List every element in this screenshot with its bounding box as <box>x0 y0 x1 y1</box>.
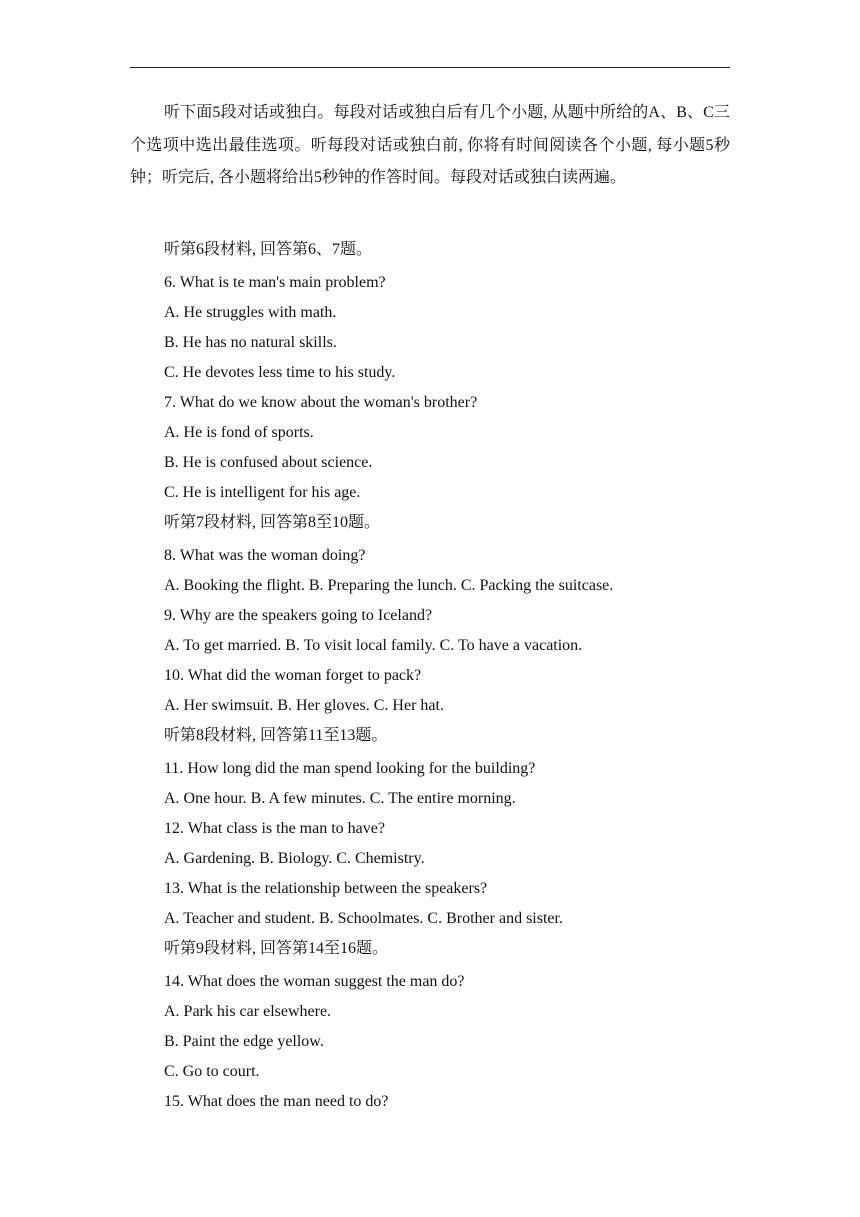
answer-option: A. Park his car elsewhere. <box>164 1003 332 1020</box>
answer-option: A. He struggles with math. <box>164 304 337 321</box>
question: 12. What class is the man to have? <box>164 820 385 837</box>
answer-options: A. Gardening. B. Biology. C. Chemistry. <box>164 850 425 867</box>
header-rule <box>130 67 730 68</box>
section-heading: 听第8段材料, 回答第11至13题。 <box>164 727 388 744</box>
question: 10. What did the woman forget to pack? <box>164 667 422 684</box>
question: 7. What do we know about the woman's brother? <box>164 394 478 411</box>
answer-option: B. Paint the edge yellow. <box>164 1033 324 1050</box>
answer-options: A. Her swimsuit. B. Her gloves. C. Her hat. <box>164 697 444 714</box>
answer-options: A. To get married. B. To visit local family. C. To have a vacation. <box>164 637 583 654</box>
answer-option: B. He has no natural skills. <box>164 334 337 351</box>
answer-option: C. Go to court. <box>164 1063 260 1080</box>
answer-options: A. Teacher and student. B. Schoolmates. C. Brother and sister. <box>164 910 563 927</box>
section-heading: 听第6段材料, 回答第6、7题。 <box>164 241 373 258</box>
question: 14. What does the woman suggest the man do? <box>164 973 465 990</box>
question: 6. What is te man's main problem? <box>164 274 386 291</box>
answer-option: A. He is fond of sports. <box>164 424 314 441</box>
question: 11. How long did the man spend looking for the building? <box>164 760 536 777</box>
answer-options: A. Booking the flight. B. Preparing the lunch. C. Packing the suitcase. <box>164 577 614 594</box>
question: 13. What is the relationship between the speakers? <box>164 880 488 897</box>
answer-option: C. He is intelligent for his age. <box>164 484 361 501</box>
section-heading: 听第9段材料, 回答第14至16题。 <box>164 940 389 957</box>
question: 8. What was the woman doing? <box>164 547 366 564</box>
answer-option: C. He devotes less time to his study. <box>164 364 396 381</box>
section-heading: 听第7段材料, 回答第8至10题。 <box>164 514 381 531</box>
question: 9. Why are the speakers going to Iceland? <box>164 607 433 624</box>
answer-options: A. One hour. B. A few minutes. C. The entire morning. <box>164 790 516 807</box>
instructions-paragraph: 听下面5段对话或独白。每段对话或独白后有几个小题, 从题中所给的A、B、C三个选项中选出最佳选项。听每段对话或独白前, 你将有时间阅读各个小题, 每小题5秒钟；听完后, 各小题将给出5秒钟的作答时间。每段对话或独白读两遍。 <box>130 104 730 186</box>
question: 15. What does the man need to do? <box>164 1093 389 1110</box>
answer-option: B. He is confused about science. <box>164 454 373 471</box>
